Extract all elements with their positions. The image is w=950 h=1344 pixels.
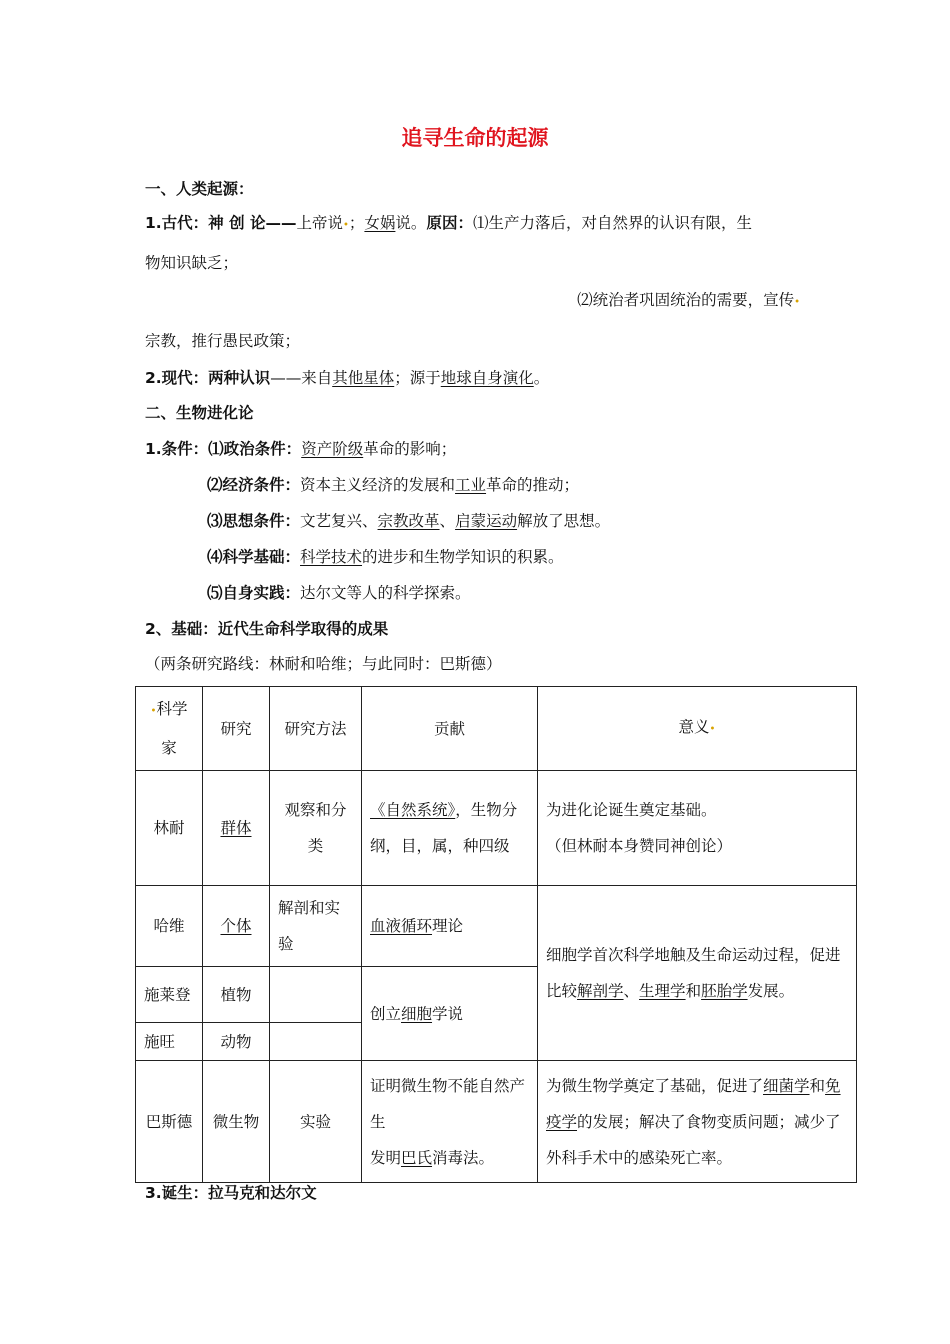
header-significance: 意义•: [538, 687, 857, 771]
cell-method: [270, 967, 362, 1023]
section-1-heading: 一、人类起源：: [145, 180, 254, 198]
ancient-paragraph-cont: 物知识缺乏；: [145, 254, 239, 272]
cell-significance: 为进化论诞生奠定基础。 （但林耐本身赞同神创论）: [538, 771, 857, 886]
basis-note: （两条研究路线：林耐和哈维；与此同时：巴斯德）: [145, 655, 502, 673]
achievements-table: [135, 686, 857, 1183]
ancient-reason-2-cont: 宗教，推行愚民政策；: [145, 332, 301, 350]
ancient-paragraph: 1.古代：神 创 论——上帝说•；女娲说。原因：⑴生产力落后，对自然界的认识有限，生: [145, 214, 752, 232]
header-contribution: 贡献: [362, 687, 538, 771]
table-row-pasteur: [136, 1061, 857, 1183]
cell-scientist: 施旺: [136, 1023, 203, 1061]
condition-economic: ⑵经济条件：资本主义经济的发展和工业革命的推动；: [207, 476, 580, 494]
cell-scientist: 施莱登: [136, 967, 203, 1023]
modern-paragraph: 2.现代：两种认识——来自其他星体；源于地球自身演化。: [145, 369, 550, 387]
cell-object: 动物: [203, 1023, 270, 1061]
section-3-heading: 3.诞生：拉马克和达尔文: [145, 1184, 317, 1202]
header-scientist: •科学家: [136, 687, 203, 771]
table-row-harvey: [136, 886, 857, 967]
table-header-row: [136, 687, 857, 771]
condition-practice: ⑸自身实践：达尔文等人的科学探索。: [207, 584, 471, 602]
cell-method: 观察和分类: [270, 771, 362, 886]
cell-method: 实验: [270, 1061, 362, 1183]
cell-scientist: 哈维: [136, 886, 203, 967]
cell-significance-cell-theory: 细胞学首次科学地触及生命运动过程，促进比较解剖学、生理学和胚胎学发展。: [538, 886, 857, 1061]
page-title: 追寻生命的起源: [401, 126, 549, 150]
cell-object: 植物: [203, 967, 270, 1023]
cell-contribution: 血液循环理论: [362, 886, 538, 967]
cell-method: [270, 1023, 362, 1061]
table-row-linnaeus: [136, 771, 857, 886]
cell-contribution: 《自然系统》，生物分纲，目，属，种四级: [362, 771, 538, 886]
cell-scientist: 巴斯德: [136, 1061, 203, 1183]
header-object: 研究: [203, 687, 270, 771]
cell-object: 微生物: [203, 1061, 270, 1183]
condition-scientific: ⑷科学基础：科学技术的进步和生物学知识的积累。: [207, 548, 564, 566]
header-method: 研究方法: [270, 687, 362, 771]
cell-object: 个体: [203, 886, 270, 967]
cell-method: 解剖和实验: [270, 886, 362, 967]
cell-significance: 为微生物学奠定了基础，促进了细菌学和免疫学的发展；解决了食物变质问题；减少了外科手术中的感染死亡率。: [538, 1061, 857, 1183]
cell-contribution: 证明微生物不能自然产生 发明巴氏消毒法。: [362, 1061, 538, 1183]
condition-political: 1.条件：⑴政治条件：资产阶级革命的影响；: [145, 440, 457, 458]
section-2-heading: 二、生物进化论: [145, 404, 254, 422]
cell-scientist: 林耐: [136, 771, 203, 886]
cell-object: 群体: [203, 771, 270, 886]
cell-contribution-cell-theory: 创立细胞学说: [362, 967, 538, 1061]
condition-ideological: ⑶思想条件：文艺复兴、宗教改革、启蒙运动解放了思想。: [207, 512, 611, 530]
basis-heading: 2、基础：近代生命科学取得的成果: [145, 620, 389, 638]
ancient-reason-2: ⑵统治者巩固统治的需要，宣传•: [577, 291, 800, 309]
